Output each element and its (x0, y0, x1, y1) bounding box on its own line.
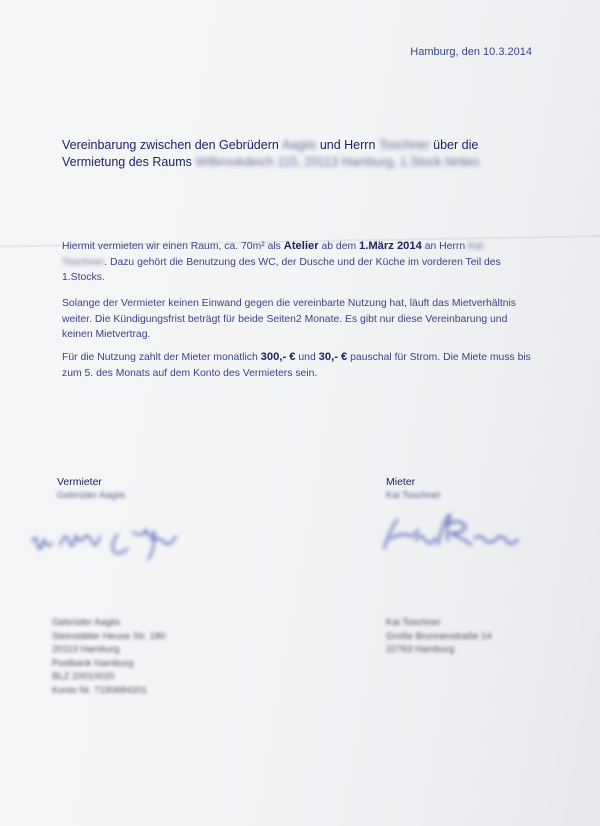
redacted-last-name: Toschner (62, 256, 105, 268)
address-line: Gebrüder Aagiis (52, 617, 121, 628)
p3-text-1: Für die Nutzung zahlt der Mieter monatlich (62, 352, 261, 363)
tenant-label: Mieter (386, 476, 416, 488)
p1-text-3: an Herrn (421, 241, 469, 252)
agreement-heading (62, 137, 542, 171)
p1-atelier: Atelier (283, 240, 319, 252)
paragraph-notice-period: Solange der Vermieter keinen Einwand gegen die vereinbarte Nutzung hat, läuft das Mietverhältnis weiter. Die Kündigungsfrist beträgt für beide Seiten2 Monate. Es gibt nur diese Vereinbarung und keinen Mietvertrag. (62, 298, 517, 340)
document-date: Hamburg, den 10.3.2014 (410, 46, 532, 58)
redacted-first-name: Kai (468, 241, 484, 252)
address-line: Große Brunnenstraße 14 (386, 630, 492, 642)
p3-power: 30,- € (318, 351, 348, 363)
p1-text-4: . Dazu gehört die Benutzung des WC, der Dusche und der Küche im vorderen Teil des 1.Stocks. (62, 256, 501, 283)
address-line: 20113 Hamburg (52, 644, 120, 655)
p1-text-2: ab dem (318, 241, 360, 252)
address-line: Kai Toschner (386, 617, 441, 628)
address-line: 22763 Hamburg (386, 644, 455, 655)
address-line: Steinstätter Heuse Str. 180 (52, 630, 166, 642)
heading-text-4: Vermietung des Raums (62, 155, 192, 169)
tenant-signature (376, 505, 536, 565)
landlord-signature (28, 512, 198, 572)
paragraph-payment (62, 350, 532, 381)
p3-text-3: pauschal für Strom. Die Miete muss bis zum 5. des Monats auf dem Konto des Vermieters sein. (62, 352, 531, 379)
p3-rent: 300,- € (260, 351, 296, 363)
tenant-name-redacted: Kai Toschner (386, 490, 441, 501)
p1-start-date: 1.März 2014 (359, 240, 422, 252)
tenant-address-block (386, 616, 492, 657)
landlord-address-block (52, 616, 166, 697)
address-line: Konto Nr. 7190684201 (52, 684, 148, 696)
landlord-label: Vermieter (57, 476, 102, 488)
paragraph-lease-terms (62, 239, 532, 286)
redacted-landlord-name: Aagiis (282, 138, 317, 152)
landlord-name-redacted: Gebrüder Aagiis (57, 490, 126, 501)
redacted-tenant-name: Toschner (378, 138, 430, 152)
address-line: BLZ 20010020 (52, 671, 115, 682)
p1-text-1: Hiermit vermieten wir einen Raum, ca. 70m² als (62, 241, 284, 252)
redacted-address: Wilbrookdeich 115, 20113 Hamburg, 1.Stock hinten (195, 155, 480, 169)
p3-text-2: und (295, 352, 319, 363)
address-line: Postbank Hamburg (52, 657, 134, 669)
heading-text-2: und Herrn (319, 138, 376, 152)
heading-text-3: über die (433, 138, 479, 152)
heading-text-1: Vereinbarung zwischen den Gebrüdern (62, 138, 279, 152)
